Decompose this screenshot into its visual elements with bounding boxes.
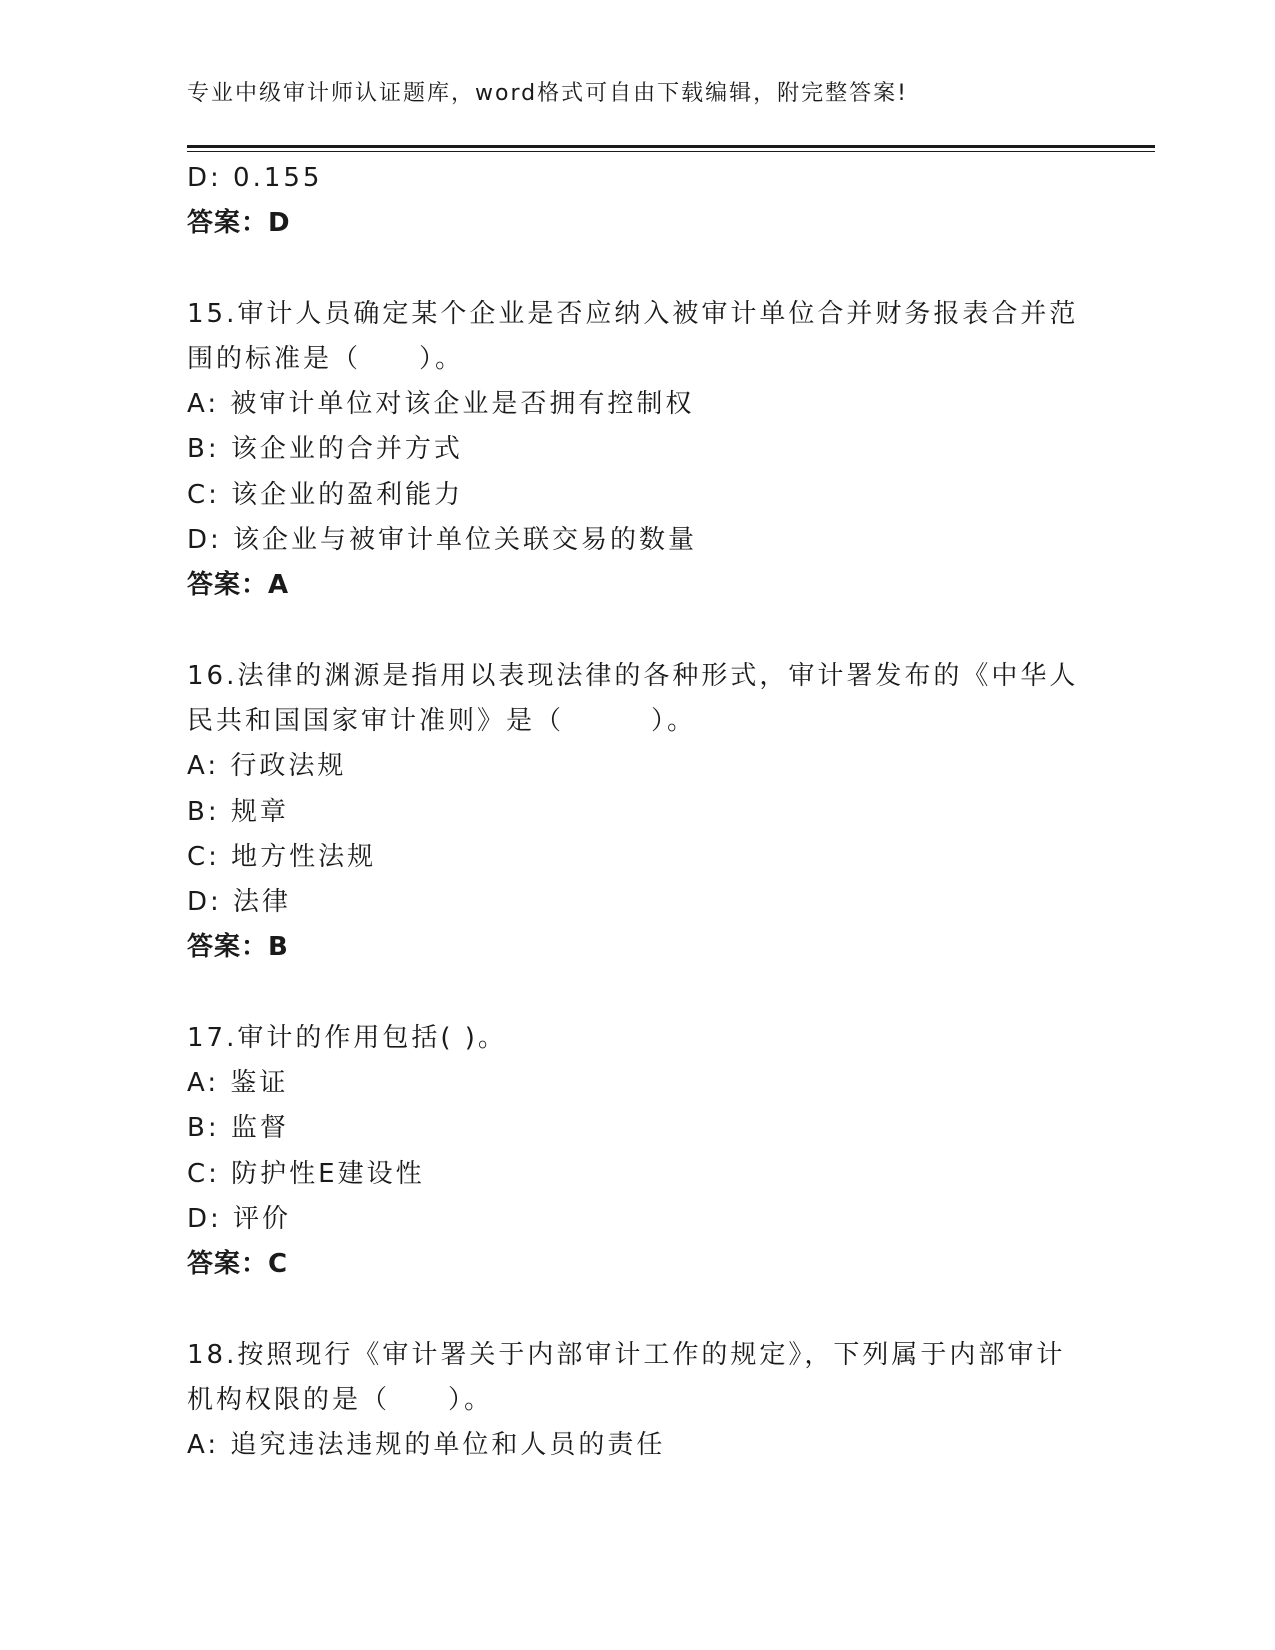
spacer xyxy=(187,247,1087,292)
answer-line: 答案：D xyxy=(187,208,291,239)
option-c: C: 防护性E建设性 xyxy=(187,1158,425,1189)
option-a: A: 行政法规 xyxy=(187,751,347,782)
answer-line: 答案：C xyxy=(187,1249,289,1280)
question-stem: 15.审计人员确定某个企业是否应纳入被审计单位合并财务报表合并范 xyxy=(187,298,1079,329)
option-c: C: 地方性法规 xyxy=(187,841,377,872)
question-stem: 围的标准是（ ）。 xyxy=(187,343,465,374)
answer-line: 答案：A xyxy=(187,570,290,601)
question-stem: 民共和国国家审计准则》是（ ）。 xyxy=(187,705,697,736)
spacer xyxy=(187,609,1087,654)
option-c: C: 该企业的盈利能力 xyxy=(187,479,464,510)
option-b: B: 规章 xyxy=(187,796,289,827)
page-header: 专业中级审计师认证题库，word格式可自由下载编辑，附完整答案! xyxy=(187,81,908,106)
header-rule-thin xyxy=(187,151,1155,152)
option-d: D: 该企业与被审计单位关联交易的数量 xyxy=(187,525,698,556)
option-b: B: 监督 xyxy=(187,1113,289,1144)
option-a: A: 被审计单位对该企业是否拥有控制权 xyxy=(187,389,695,420)
question-content xyxy=(187,156,1087,1468)
answer-line: 答案：B xyxy=(187,932,289,963)
question-stem: 机构权限的是（ ）。 xyxy=(187,1384,494,1415)
question-stem: 18.按照现行《审计署关于内部审计工作的规定》，下列属于内部审计 xyxy=(187,1339,1066,1370)
option-b: B: 该企业的合并方式 xyxy=(187,434,463,465)
spacer xyxy=(187,1288,1087,1333)
question-stem: 16.法律的渊源是指用以表现法律的各种形式，审计署发布的《中华人 xyxy=(187,660,1079,691)
option-d: D: 评价 xyxy=(187,1203,292,1234)
question-15 xyxy=(187,292,1087,609)
question-18 xyxy=(187,1333,1087,1469)
question-17 xyxy=(187,1016,1087,1288)
spacer xyxy=(187,971,1087,1016)
question-16 xyxy=(187,654,1087,971)
question-stem: 17.审计的作用包括( )。 xyxy=(187,1022,507,1053)
option-d: D: 0.155 xyxy=(187,163,323,193)
option-a: A: 追究违法违规的单位和人员的责任 xyxy=(187,1430,666,1461)
option-a: A: 鉴证 xyxy=(187,1068,289,1099)
option-d: D: 法律 xyxy=(187,887,292,918)
header-rule-thick xyxy=(187,145,1155,148)
